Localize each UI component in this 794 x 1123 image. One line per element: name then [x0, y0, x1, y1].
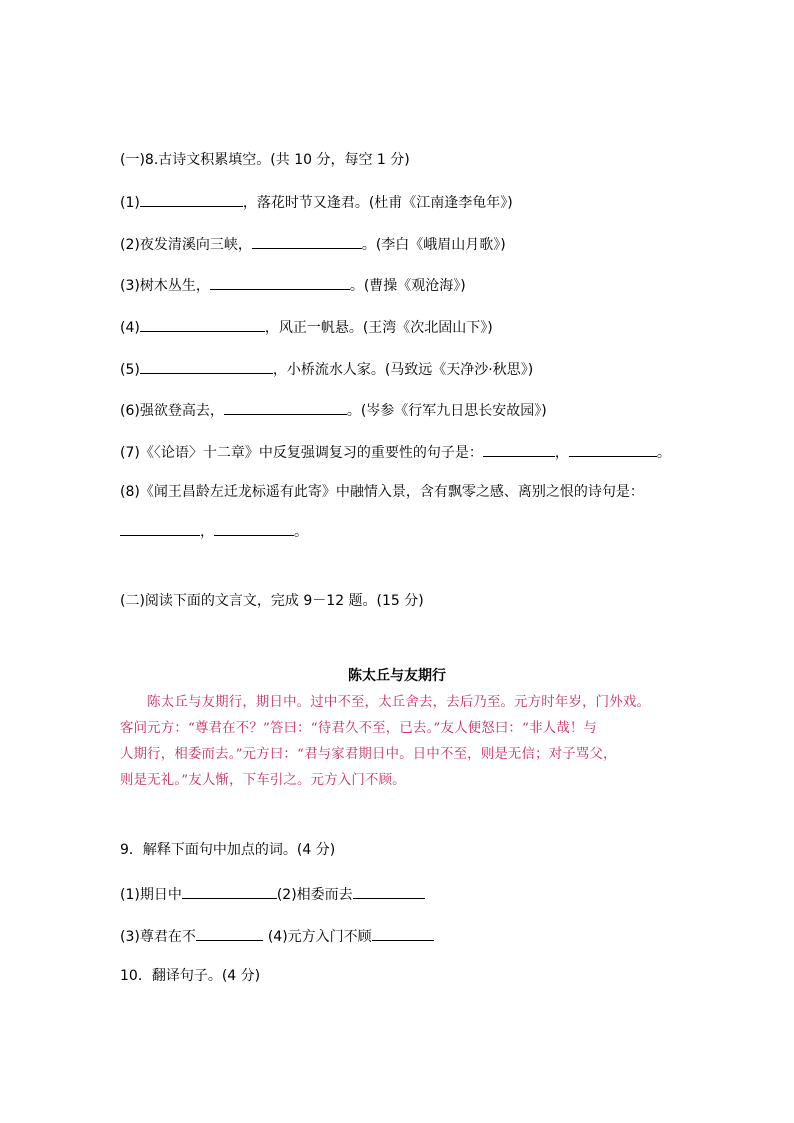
- question-3-text: 。(曹操《观沧海》): [349, 278, 466, 294]
- question-7: [120, 441, 671, 463]
- question-8-end: 。: [294, 524, 308, 540]
- question-9-header: 9．解释下面句中加点的词。(4 分): [120, 842, 336, 858]
- question-5-number: (5): [120, 362, 140, 378]
- passage-line: 客问元方：“尊君在不？”答曰：“待君久不至，已去。”友人便怒曰：“非人哉！与: [120, 721, 598, 736]
- question-7-end: 。: [656, 445, 671, 461]
- question-7-text: (7)《〈论语〉十二章》中反复强调复习的重要性的句子是：: [120, 445, 483, 461]
- question-9-row-1: [120, 883, 425, 905]
- question-6-text: 。(岑参《行军九日思长安故园》): [346, 403, 547, 419]
- question-9-item-2: (2)相委而去: [276, 887, 353, 903]
- question-10-header: 10．翻译句子。(4 分): [120, 968, 261, 984]
- question-8-answers: [120, 520, 308, 542]
- section1-header: (一)8.古诗文积累填空。(共 10 分，每空 1 分): [120, 152, 410, 168]
- question-4-number: (4): [120, 320, 140, 336]
- question-1: [120, 191, 513, 213]
- answer-blank-2[interactable]: [252, 233, 362, 249]
- section2-header: (二)阅读下面的文言文，完成 9－12 题。(15 分): [120, 593, 424, 609]
- question-7-separator: ，: [554, 445, 569, 461]
- answer-blank-3[interactable]: [210, 274, 350, 290]
- question-9-item-4: (4)元方入门不顾: [267, 929, 372, 945]
- answer-blank-4[interactable]: [140, 316, 265, 332]
- question-1-number: (1): [120, 195, 140, 211]
- question-4-text: ，风正一帆悬。(王湾《次北固山下》): [264, 320, 493, 336]
- question-5: [120, 358, 533, 380]
- question-2-text: 。(李白《峨眉山月歌》): [361, 237, 506, 253]
- question-2-text-start: (2)夜发清溪向三峡，: [120, 237, 252, 253]
- question-3-text-start: (3)树木丛生，: [120, 278, 210, 294]
- question-5-text: ，小桥流水人家。(马致远《天净沙·秋思》): [272, 362, 534, 378]
- question-6-text-start: (6)强欲登高去，: [120, 403, 224, 419]
- answer-blank-5[interactable]: [140, 358, 273, 374]
- question-4: [120, 316, 493, 338]
- passage-line: 陈太丘与友期行，期日中。过中不至，太丘舍去，去后乃至。元方时年岁，门外戏。: [120, 695, 651, 710]
- classical-passage: [120, 690, 680, 794]
- answer-blank-9-1[interactable]: [182, 883, 277, 899]
- passage-line: 人期行，相委而去。”元方曰：“君与家君期日中。日中不至，则是无信；对子骂父，: [120, 747, 617, 762]
- answer-blank-7a[interactable]: [483, 441, 555, 457]
- passage-line: 则是无礼。”友人惭，下车引之。元方入门不顾。: [120, 773, 406, 788]
- question-1-text: ，落花时节又逢君。(杜甫《江南逢李龟年》): [242, 195, 513, 211]
- answer-blank-1[interactable]: [140, 191, 243, 207]
- question-9-item-1: (1)期日中: [120, 887, 182, 903]
- question-9-item-3: (3)尊君在不: [120, 929, 196, 945]
- answer-blank-7b[interactable]: [569, 441, 657, 457]
- question-6: [120, 399, 547, 421]
- answer-blank-9-3[interactable]: [196, 925, 263, 941]
- question-3: [120, 274, 466, 296]
- answer-blank-8a[interactable]: [120, 520, 200, 536]
- answer-blank-9-4[interactable]: [372, 925, 434, 941]
- question-8: (8)《闻王昌龄左迁龙标遥有此寄》中融情入景，含有飘零之感、离别之恨的诗句是：: [120, 484, 644, 500]
- answer-blank-6[interactable]: [224, 399, 347, 415]
- question-2: [120, 233, 506, 255]
- answer-blank-9-2[interactable]: [353, 883, 425, 899]
- passage-title: 陈太丘与友期行: [348, 668, 446, 684]
- answer-blank-8b[interactable]: [214, 520, 294, 536]
- question-9-row-2: [120, 925, 434, 947]
- question-8-separator: ，: [200, 524, 214, 540]
